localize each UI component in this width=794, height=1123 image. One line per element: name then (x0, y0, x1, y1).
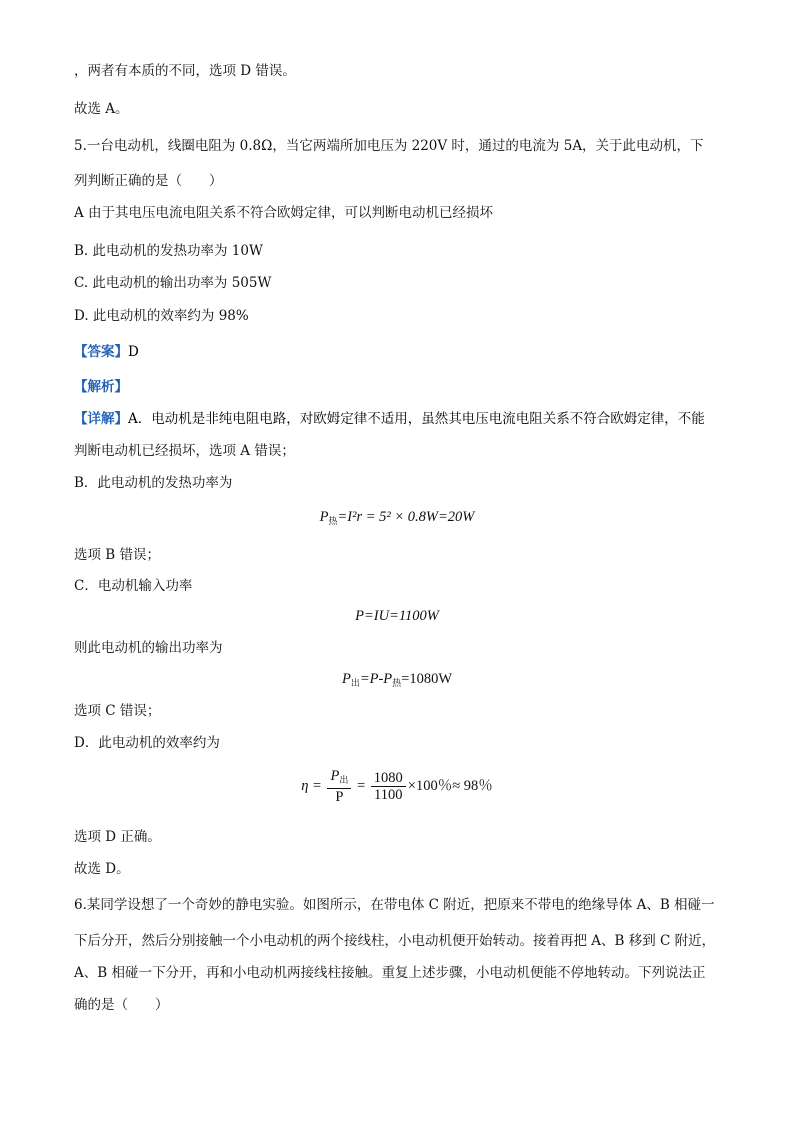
detail-text: A．电动机是非纯电阻电路，对欧姆定律不适用，虽然其电压电流电阻关系不符合欧姆定律，不能 (128, 411, 705, 427)
formula-efficiency: η = $\frac{P_出}{P}$ = $\frac{1080}{1100}$ ×100％≈ 98％ (301, 768, 493, 806)
answer-bracket-open: 【 (74, 344, 88, 360)
question-5-line: 列判断正确的是（ ） (74, 173, 223, 189)
question-6-line: 下后分开，然后分别接触一个小电动机的两个接线柱，小电动机便开始转动。接着再把 A、B 移到 C 附近， (74, 933, 716, 949)
text-line: 故选 A。 (74, 101, 129, 117)
question-6-line: 确的是（ ） (74, 997, 169, 1013)
option-b: B. 此电动机的发热功率为 10W (74, 243, 263, 259)
question-5-line: 5.一台电动机，线圈电阻为 0.8Ω，当它两端所加电压为 220V 时，通过的电流为 5A，关于此电动机，下 (74, 138, 704, 154)
formula-heat-power: $P_热=I^2r = 5^2 \times 0.8W=20W$ (319, 509, 475, 526)
detail-b-line: B．此电动机的发热功率为 (74, 475, 233, 491)
detail-d-line: D．此电动机的效率约为 (74, 735, 220, 751)
answer-tag: 答案 (87, 344, 115, 360)
detail-c-mid: 则此电动机的输出功率为 (74, 640, 223, 656)
option-c: C. 此电动机的输出功率为 505W (74, 275, 272, 291)
answer-line (74, 343, 139, 361)
question-6-line: A、B 相碰一下分开，再和小电动机两接线柱接触。重复上述步骤，小电动机便能不停地转动。下列说法正 (74, 965, 706, 981)
analysis-heading: 【解析】 (74, 379, 128, 395)
formula-output-power: $P_出=P-P_热=1080W$ (341, 671, 453, 688)
formula-input-power: P=IU=1100W (355, 608, 439, 624)
option-a: A 由于其电压电流电阻关系不符合欧姆定律，可以判断电动机已经损坏 (74, 205, 494, 221)
detail-line: 判断电动机已经损坏，选项 A 错误； (74, 443, 295, 459)
answer-bracket-close: 】 (114, 344, 128, 360)
question-6-line: 6.某同学设想了一个奇妙的静电实验。如图所示，在带电体 C 附近，把原来不带电的绝缘导体 A、B 相碰一 (74, 897, 715, 913)
choose-line: 故选 D。 (74, 861, 130, 877)
analysis-tag: 解析 (87, 379, 115, 395)
detail-c-result: 选项 C 错误； (74, 703, 161, 719)
detail-c-line: C．电动机输入功率 (74, 578, 193, 594)
detail-d-result: 选项 D 正确。 (74, 829, 161, 845)
detail-tag: 详解 (87, 411, 115, 427)
answer-value: D (128, 344, 139, 360)
option-d: D. 此电动机的效率约为 98% (74, 308, 249, 324)
text-line: ，两者有本质的不同，选项 D 错误。 (74, 63, 296, 79)
detail-line: 【详解】A．电动机是非纯电阻电路，对欧姆定律不适用，虽然其电压电流电阻关系不符合欧姆定律，不能 (74, 411, 705, 427)
detail-b-result: 选项 B 错误； (74, 547, 161, 563)
fraction-power: $\frac{P_出}{P}$ (327, 768, 351, 805)
fraction-values: $\frac{1080}{1100}$ (371, 770, 406, 803)
